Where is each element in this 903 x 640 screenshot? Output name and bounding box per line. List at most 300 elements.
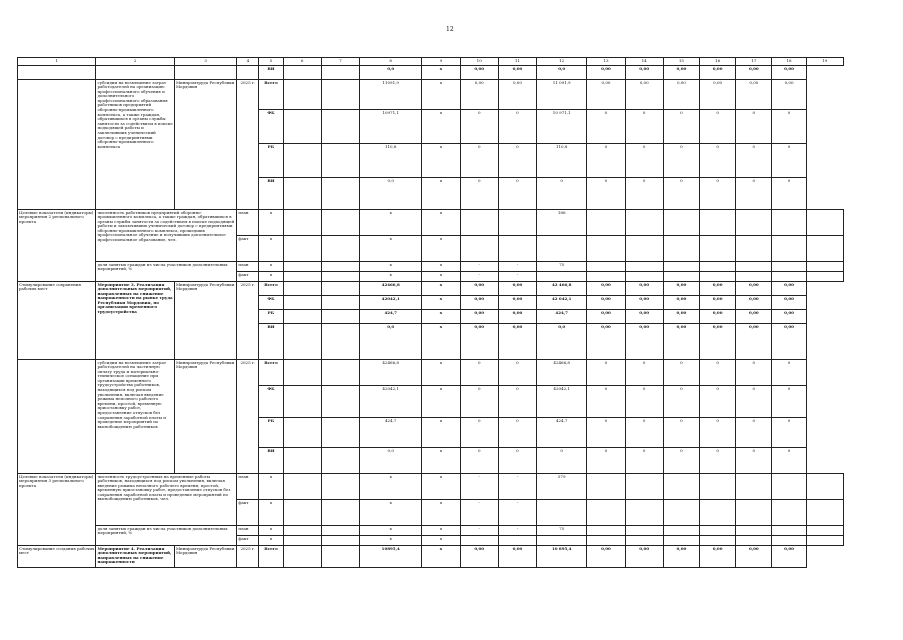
budget-table <box>17 57 844 568</box>
measure-text: субсидии на возмещение затрат работодателей на организацию профессионального обучения и дополнительного профессионального образования работников предприятий оборонно-промышленного комплекса, а также граждан, обратившихся в органы службы занятости за содействием в поиске подходящей работы и заключивших ученический договор с предприятиями оборонно-промышленного комплекса <box>96 80 174 210</box>
executor-cell: Минпромтруда Республики Мордовия <box>174 546 236 568</box>
value-cell: 0,00 <box>772 282 806 296</box>
value-cell <box>736 262 772 272</box>
value-cell <box>625 526 663 536</box>
value-cell: 0 <box>700 386 736 418</box>
source-cell: РБ <box>259 144 283 178</box>
column-number: 15 <box>663 58 699 66</box>
empty-cell <box>283 178 321 210</box>
value-cell: 0,00 <box>625 296 663 310</box>
value-cell: 0 <box>537 178 587 210</box>
executor-cell: Минпромтруда Республики Мордовия <box>174 360 236 474</box>
value-cell <box>283 210 321 236</box>
value-cell <box>587 474 625 500</box>
goal-cell: Стимулирование создания рабочих мест <box>18 546 96 568</box>
column-number: 16 <box>700 58 736 66</box>
value-cell: 0,00 <box>625 282 663 296</box>
value-cell: 0 <box>663 418 699 448</box>
value-cell: x <box>422 324 460 360</box>
value-cell <box>537 536 587 546</box>
empty-cell <box>283 110 321 144</box>
value-cell <box>700 272 736 282</box>
source-cell: Всего <box>259 282 283 296</box>
value-cell: 0 <box>625 448 663 474</box>
source-cell: ФБ <box>259 386 283 418</box>
value-cell: 0 <box>625 418 663 448</box>
value-cell: 0 <box>460 144 498 178</box>
value-cell: 0,00 <box>663 310 699 324</box>
executor-cell: Минпромтруда Республики Мордовия <box>174 80 236 210</box>
value-cell: 0,00 <box>700 296 736 310</box>
empty-cell <box>283 360 321 386</box>
value-cell <box>537 272 587 282</box>
value-cell: 0,00 <box>587 80 625 110</box>
value-cell <box>806 262 843 272</box>
value-cell: 0,0 <box>360 66 422 80</box>
value-cell: 75 <box>537 262 587 272</box>
plan-fact-cell: план <box>237 210 259 236</box>
value-cell: 0 <box>460 360 498 386</box>
value-cell: - <box>498 474 536 500</box>
goal-cell <box>18 360 96 474</box>
value-cell: 0,00 <box>460 546 498 568</box>
value-cell: x <box>259 210 283 236</box>
value-cell: 0 <box>736 448 772 474</box>
value-cell <box>700 500 736 526</box>
empty-cell <box>321 310 359 324</box>
value-cell <box>772 474 806 500</box>
value-cell <box>772 262 806 272</box>
value-cell: x <box>422 500 460 526</box>
year-cell: 2025 г. <box>237 360 259 474</box>
value-cell <box>806 236 843 262</box>
value-cell: 0 <box>625 386 663 418</box>
value-cell: 0 <box>700 360 736 386</box>
header-row <box>18 58 844 66</box>
value-cell: 0,00 <box>700 80 736 110</box>
value-cell: 0,00 <box>736 66 772 80</box>
value-cell: 424,7 <box>360 418 422 448</box>
column-number: 19 <box>806 58 843 66</box>
value-cell <box>806 272 843 282</box>
value-cell: 579 <box>537 474 587 500</box>
column-number: 14 <box>625 58 663 66</box>
value-cell: 0,00 <box>772 324 806 360</box>
value-cell: x <box>360 474 422 500</box>
value-cell: 0 <box>700 418 736 448</box>
value-cell: 42466,8 <box>360 282 422 296</box>
value-cell: 0 <box>772 178 806 210</box>
value-cell: 0,00 <box>625 66 663 80</box>
value-cell: x <box>422 282 460 296</box>
value-cell: 424,7 <box>360 310 422 324</box>
value-cell <box>772 272 806 282</box>
value-cell <box>321 526 359 536</box>
empty-cell <box>283 310 321 324</box>
indicator-text: численность работников предприятий оборонно-промышленного комплекса, а также граждан, обратившихся в органы службы занятости за содействием в поиске подходящей работы и заключивших ученический договор с предприятиями оборонно-промышленного комплекса, прошедших профессиональное обучение и получивших дополнительное профессиональное образование, чел. <box>96 210 237 262</box>
column-number: 6 <box>283 58 321 66</box>
value-cell <box>587 526 625 536</box>
value-cell: 0 <box>736 386 772 418</box>
goal-cell: Стимулирование сохранения рабочих мест <box>18 282 96 360</box>
value-cell: 0,00 <box>663 324 699 360</box>
value-cell: x <box>422 80 460 110</box>
value-cell: 0 <box>772 144 806 178</box>
value-cell: 0 <box>498 144 536 178</box>
value-cell: 0,00 <box>460 80 498 110</box>
empty-cell <box>18 66 96 80</box>
empty-cell <box>283 296 321 310</box>
value-cell: 0,00 <box>663 80 699 110</box>
value-cell: x <box>422 310 460 324</box>
value-cell <box>806 210 843 236</box>
indicator-row <box>18 262 844 272</box>
value-cell: 42466,8 <box>537 360 587 386</box>
value-cell: 0 <box>587 448 625 474</box>
column-number: 8 <box>360 58 422 66</box>
value-cell <box>587 500 625 526</box>
empty-cell <box>96 66 174 80</box>
indicator-row <box>18 210 844 236</box>
value-cell: - <box>498 500 536 526</box>
value-cell: 42042,1 <box>360 386 422 418</box>
value-cell: 0 <box>663 110 699 144</box>
value-cell: 0,00 <box>772 296 806 310</box>
value-cell: 0,00 <box>460 324 498 360</box>
value-cell <box>700 474 736 500</box>
value-cell: 0,00 <box>772 310 806 324</box>
value-cell <box>736 236 772 262</box>
source-cell: ВИ <box>259 178 283 210</box>
plan-fact-cell: план <box>237 474 259 500</box>
value-cell: 0,00 <box>663 546 699 568</box>
empty-cell <box>321 386 359 418</box>
value-cell: x <box>259 262 283 272</box>
value-cell: 0 <box>587 178 625 210</box>
value-cell <box>283 526 321 536</box>
value-cell: 0,00 <box>460 310 498 324</box>
value-cell: 0 <box>498 360 536 386</box>
value-cell: 0 <box>587 144 625 178</box>
column-number: 17 <box>736 58 772 66</box>
value-cell: 0,00 <box>587 282 625 296</box>
value-cell <box>772 526 806 536</box>
value-cell: 424,7 <box>537 418 587 448</box>
value-cell <box>283 262 321 272</box>
value-cell <box>625 272 663 282</box>
value-cell <box>663 526 699 536</box>
value-cell: 0,0 <box>360 448 422 474</box>
value-cell: 0,0 <box>537 324 587 360</box>
value-cell: 0 <box>736 110 772 144</box>
value-cell <box>625 262 663 272</box>
empty-cell <box>321 144 359 178</box>
value-cell: 11091,9 <box>360 80 422 110</box>
executor-cell: Минпромтруда Республики Мордовия <box>174 282 236 360</box>
value-cell: 0 <box>772 110 806 144</box>
value-cell <box>321 474 359 500</box>
plan-fact-cell: факт <box>237 236 259 262</box>
indicator-text: доля занятых граждан из числа участников дополнительных мероприятий, % <box>96 262 237 282</box>
table-row <box>18 360 844 386</box>
value-cell <box>460 210 498 236</box>
empty-cell <box>283 144 321 178</box>
value-cell <box>460 236 498 262</box>
value-cell: - <box>460 262 498 272</box>
value-cell <box>321 236 359 262</box>
value-cell: 0 <box>700 110 736 144</box>
value-cell: 10971,1 <box>360 110 422 144</box>
value-cell: 0,00 <box>587 324 625 360</box>
value-cell: 75 <box>537 526 587 536</box>
value-cell: 0 <box>587 418 625 448</box>
value-cell <box>283 500 321 526</box>
value-cell <box>700 536 736 546</box>
value-cell: 0 <box>736 418 772 448</box>
value-cell <box>283 536 321 546</box>
value-cell <box>321 262 359 272</box>
value-cell: 0 <box>460 110 498 144</box>
value-cell: 0 <box>498 418 536 448</box>
indicator-label: Целевые показатели (индикаторы) мероприятия 3 регионального проекта <box>18 474 96 546</box>
value-cell <box>498 210 536 236</box>
value-cell: x <box>422 144 460 178</box>
value-cell: 186 <box>537 210 587 236</box>
value-cell: x <box>259 236 283 262</box>
value-cell: x <box>422 418 460 448</box>
value-cell: - <box>498 526 536 536</box>
value-cell: 0 <box>537 448 587 474</box>
value-cell: 0,00 <box>460 66 498 80</box>
source-cell: Всего <box>259 80 283 110</box>
value-cell: x <box>360 536 422 546</box>
value-cell: x <box>422 262 460 272</box>
value-cell: 0 <box>460 178 498 210</box>
value-cell: 0,00 <box>700 66 736 80</box>
source-cell: ВИ <box>259 324 283 360</box>
value-cell: 0,00 <box>625 324 663 360</box>
page-number: 12 <box>446 26 454 33</box>
value-cell: 0,00 <box>772 66 806 80</box>
value-cell: 0 <box>460 386 498 418</box>
empty-cell <box>321 80 359 110</box>
value-cell <box>663 236 699 262</box>
column-number: 5 <box>259 58 283 66</box>
value-cell <box>806 536 843 546</box>
value-cell: 0 <box>625 144 663 178</box>
column-number: 13 <box>587 58 625 66</box>
value-cell <box>663 272 699 282</box>
value-cell: 11 091,9 <box>537 80 587 110</box>
value-cell: 0,00 <box>498 66 536 80</box>
value-cell: 0,00 <box>460 282 498 296</box>
value-cell <box>587 210 625 236</box>
source-cell: Всего <box>259 546 283 568</box>
value-cell: x <box>422 474 460 500</box>
source-cell: РБ <box>259 418 283 448</box>
value-cell: - <box>460 526 498 536</box>
value-cell: x <box>360 272 422 282</box>
value-cell: 0 <box>587 360 625 386</box>
plan-fact-cell: факт <box>237 500 259 526</box>
value-cell: x <box>360 526 422 536</box>
value-cell: x <box>422 360 460 386</box>
year-cell: 2025 г. <box>237 546 259 568</box>
value-cell: 0,00 <box>587 296 625 310</box>
value-cell <box>806 474 843 500</box>
column-number: 12 <box>537 58 587 66</box>
column-number: 1 <box>18 58 96 66</box>
plan-fact-cell: план <box>237 262 259 272</box>
value-cell: 0 <box>772 386 806 418</box>
value-cell: x <box>422 386 460 418</box>
value-cell: - <box>498 262 536 272</box>
table-row <box>18 66 844 80</box>
value-cell <box>587 536 625 546</box>
column-number: 3 <box>174 58 236 66</box>
value-cell: x <box>422 210 460 236</box>
value-cell: 0,00 <box>498 546 536 568</box>
value-cell <box>537 500 587 526</box>
value-cell: 10895,4 <box>360 546 422 568</box>
value-cell: x <box>422 236 460 262</box>
value-cell: 0 <box>587 110 625 144</box>
measure-text: Мероприятие 4. Реализация дополнительных мероприятий, направленных на снижение напряженности <box>96 546 174 568</box>
value-cell: 0 <box>772 418 806 448</box>
column-number: 4 <box>237 58 259 66</box>
value-cell: x <box>259 474 283 500</box>
value-cell <box>700 210 736 236</box>
value-cell <box>700 262 736 272</box>
value-cell: x <box>259 272 283 282</box>
value-cell: 0 <box>736 360 772 386</box>
value-cell: 42042,1 <box>537 386 587 418</box>
value-cell: 0,00 <box>625 80 663 110</box>
column-number: 18 <box>772 58 806 66</box>
table-row <box>18 546 844 568</box>
value-cell <box>498 536 536 546</box>
table-row <box>18 80 844 110</box>
empty-cell <box>283 324 321 360</box>
source-cell: ВИ <box>259 66 283 80</box>
empty-cell <box>321 418 359 448</box>
value-cell <box>806 500 843 526</box>
value-cell: 0 <box>498 178 536 210</box>
value-cell: 110,8 <box>360 144 422 178</box>
value-cell <box>587 236 625 262</box>
value-cell <box>663 474 699 500</box>
value-cell: 0,00 <box>460 296 498 310</box>
value-cell: 0,00 <box>663 296 699 310</box>
value-cell: 424,7 <box>537 310 587 324</box>
plan-fact-cell: факт <box>237 272 259 282</box>
value-cell: 0,00 <box>700 546 736 568</box>
value-cell <box>700 526 736 536</box>
source-cell: Всего <box>259 360 283 386</box>
value-cell <box>625 474 663 500</box>
table-row <box>18 282 844 296</box>
value-cell: x <box>360 236 422 262</box>
empty-cell <box>283 448 321 474</box>
value-cell: 0,00 <box>663 66 699 80</box>
value-cell: 0,0 <box>537 66 587 80</box>
empty-cell <box>321 360 359 386</box>
value-cell <box>587 272 625 282</box>
value-cell: 0,00 <box>700 324 736 360</box>
indicator-text: численность трудоустроенных на временные работы работников, находящихся под риском увольнения, включая введение режима неполного рабочего времени, простой, временную приостановку работ, предоставление отпусков без сохранения заработной платы и проведение мероприятий по высвобождению работников, чел. <box>96 474 237 526</box>
value-cell: 0,00 <box>736 324 772 360</box>
value-cell <box>625 500 663 526</box>
value-cell: x <box>422 296 460 310</box>
value-cell: 0,00 <box>498 282 536 296</box>
value-cell: - <box>460 272 498 282</box>
value-cell: 0 <box>772 448 806 474</box>
empty-cell <box>283 546 321 568</box>
column-number: 9 <box>422 58 460 66</box>
empty-cell <box>174 66 236 80</box>
value-cell: 0 <box>663 144 699 178</box>
value-cell: 0,00 <box>736 546 772 568</box>
value-cell <box>663 262 699 272</box>
empty-cell <box>321 282 359 296</box>
value-cell: 0 <box>663 360 699 386</box>
measure-text: субсидии на возмещение затрат работодателей на частичную оплату труда и материально-техническое оснащение при организации временного трудоустройства работников, находящихся под риском увольнения, включая введение режима неполного рабочего времени, простой, временную приостановку работ, предоставление отпусков без сохранения заработной платы и проведение мероприятий по высвобождению работников <box>96 360 174 474</box>
source-cell: РБ <box>259 310 283 324</box>
value-cell: 0,00 <box>625 310 663 324</box>
value-cell: x <box>422 526 460 536</box>
empty-cell <box>321 66 359 80</box>
indicator-label: Целевые показатели (индикаторы) мероприятия 2 регионального проекта <box>18 210 96 282</box>
value-cell: 0,00 <box>587 310 625 324</box>
empty-cell <box>321 324 359 360</box>
value-cell: 42466,8 <box>360 360 422 386</box>
value-cell: 0 <box>625 178 663 210</box>
value-cell: - <box>498 272 536 282</box>
value-cell: 0 <box>772 360 806 386</box>
value-cell: 0 <box>700 144 736 178</box>
value-cell: 0,00 <box>498 80 536 110</box>
value-cell: x <box>422 546 460 568</box>
empty-cell <box>321 296 359 310</box>
value-cell: 10 971,1 <box>537 110 587 144</box>
value-cell: 0,00 <box>700 282 736 296</box>
value-cell: x <box>259 500 283 526</box>
value-cell <box>772 210 806 236</box>
year-cell: 2025 г. <box>237 282 259 360</box>
empty-cell <box>283 418 321 448</box>
empty-cell <box>321 546 359 568</box>
value-cell: 0,00 <box>772 80 806 110</box>
value-cell <box>736 500 772 526</box>
value-cell <box>772 500 806 526</box>
value-cell <box>736 272 772 282</box>
value-cell <box>321 210 359 236</box>
value-cell <box>321 272 359 282</box>
value-cell: 0 <box>460 448 498 474</box>
value-cell: x <box>422 448 460 474</box>
value-cell <box>283 474 321 500</box>
value-cell: x <box>360 500 422 526</box>
column-number: 11 <box>498 58 536 66</box>
value-cell: x <box>422 66 460 80</box>
value-cell: 0 <box>663 448 699 474</box>
value-cell: 110,8 <box>537 144 587 178</box>
value-cell: 0,00 <box>736 296 772 310</box>
value-cell: 0,00 <box>498 310 536 324</box>
value-cell: 0,00 <box>700 310 736 324</box>
value-cell: x <box>422 272 460 282</box>
empty-cell <box>283 66 321 80</box>
